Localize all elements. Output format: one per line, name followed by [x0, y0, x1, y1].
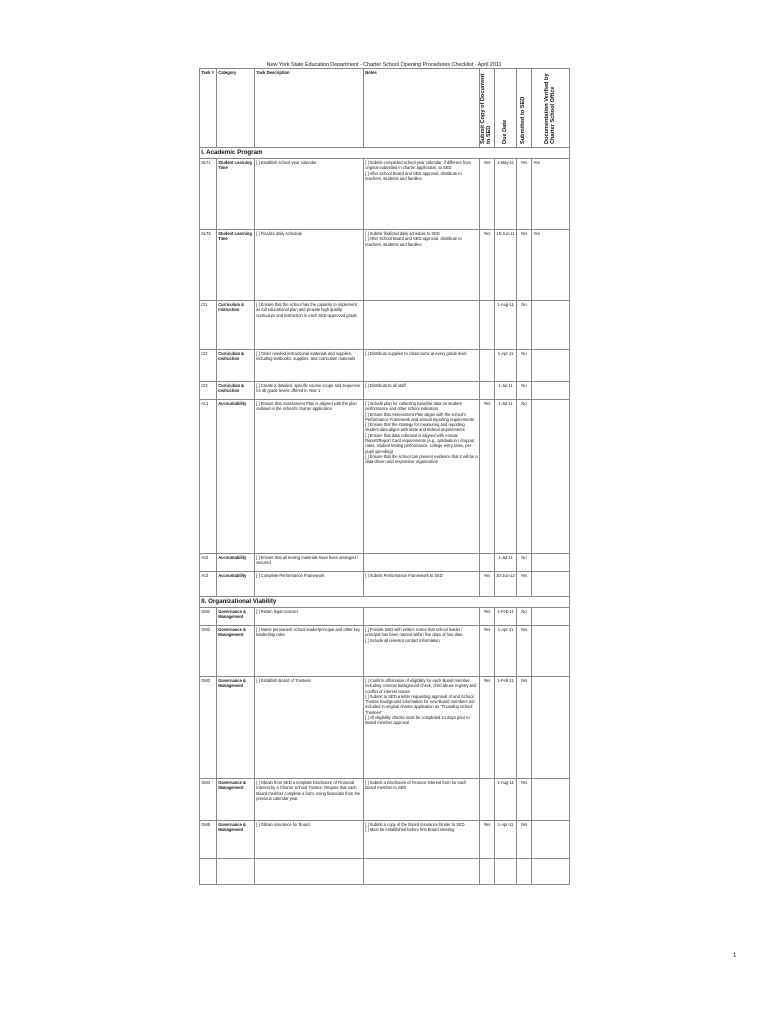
verified-flag — [532, 350, 570, 382]
section-header-row — [200, 597, 570, 608]
section-title: II. Organizational Viability — [200, 597, 570, 608]
section-header-row — [200, 148, 570, 159]
verified-flag — [532, 677, 570, 779]
task-notes — [364, 301, 480, 350]
task-category: Student Learning Time — [217, 230, 255, 301]
submit-flag: Yes — [480, 230, 495, 301]
empty-cell — [255, 859, 364, 885]
table-row — [200, 572, 570, 597]
submitted-flag: Yes — [517, 159, 532, 230]
task-id: CI2 — [200, 350, 217, 382]
submitted-flag: No — [517, 400, 532, 554]
submitted-flag: No — [517, 301, 532, 350]
task-id: CI1 — [200, 301, 217, 350]
task-notes — [364, 572, 480, 597]
note-line: [ ] Confirm affirmation of eligibility for each Board member, including criminal background check, child abuse registry and conflict of interest issues — [365, 678, 477, 694]
checklist-sheet — [199, 68, 569, 890]
empty-cell — [200, 859, 217, 885]
task-category: Student Learning Time — [217, 159, 255, 230]
submitted-flag: Yes — [517, 230, 532, 301]
submit-flag — [480, 301, 495, 350]
task-notes — [364, 779, 480, 821]
task-category: Governance & Management — [217, 821, 255, 859]
submit-flag — [480, 350, 495, 382]
task-id: Ac3 — [200, 572, 217, 597]
submit-flag: Yes — [480, 677, 495, 779]
submit-flag: Yes — [480, 821, 495, 859]
note-line: [ ] All eligibility checks must be completed 14 days prior to Board member approval — [365, 715, 470, 726]
verified-flag — [532, 608, 570, 626]
task-category: Curriculum & Instruction — [217, 350, 255, 382]
task-description: [ ] Establish school-year calendar — [255, 159, 364, 230]
task-category: Governance & Management — [217, 677, 255, 779]
due-date: 1-Apr-11 — [495, 626, 517, 677]
table-row — [200, 626, 570, 677]
task-description: [ ] Ensure that the school has the capacity to implement its full educational plan and provide high quality curriculum and instruction in each SED-approved grade — [255, 301, 364, 350]
empty-cell — [364, 859, 480, 885]
empty-cell — [480, 859, 495, 885]
due-date: 1-Apr-11 — [495, 350, 517, 382]
task-description: [ ] Obtain from SED a template Disclosure of Financial Interest by a Charter School Trustee. Require that each Board member complete a form, using financials from the previous calendar year. — [255, 779, 364, 821]
page-title: New York State Education Department - Charter School Opening Procedures Checklist - April 2011 — [266, 62, 502, 68]
task-notes — [364, 554, 480, 572]
table-row — [200, 554, 570, 572]
note-line: [ ] Submit a Disclosure of Finance Interest form for each Board member to SED — [365, 780, 467, 791]
due-date: 1-May-11 — [495, 159, 517, 230]
verified-flag: Yes — [532, 230, 570, 301]
task-id: Ac1 — [200, 400, 217, 554]
note-line: [ ] Ensure that the strategy for measuring and reporting student data aligns with state and federal requirements — [365, 422, 465, 433]
note-line: [ ] Submit Performance Framework to SED — [365, 573, 443, 578]
header-verified: Documentation Verified by Charter School Office — [532, 69, 570, 148]
table-row — [200, 159, 570, 230]
verified-flag — [532, 779, 570, 821]
task-id: GM5 — [200, 821, 217, 859]
note-line: [ ] After School Board and SED approval, distribute to teachers, students and families — [365, 236, 462, 247]
header-notes: Notes — [364, 69, 480, 148]
task-description: [ ] Establish Board of Trustees — [255, 677, 364, 779]
submitted-flag: No — [517, 608, 532, 626]
due-date: 1-Apr-11 — [495, 821, 517, 859]
task-description: [ ] Ensure that Assessment Plan is aligned with the plan outlined in the school's charter application — [255, 400, 364, 554]
task-notes — [364, 382, 480, 400]
header-category: Category — [217, 69, 255, 148]
task-notes — [364, 159, 480, 230]
submitted-flag: Yes — [517, 677, 532, 779]
task-notes — [364, 626, 480, 677]
task-description: [ ] Finalize daily schedule — [255, 230, 364, 301]
task-description: [ ] Retain legal counsel — [255, 608, 364, 626]
due-date: 1-Aug-11 — [495, 779, 517, 821]
note-line: [ ] Submit to SED a letter requesting approval of and School Trustee background information for new Board members not included in original charter application as "Founding School Trustees" — [365, 693, 475, 715]
empty-cell — [532, 859, 570, 885]
empty-cell — [517, 859, 532, 885]
task-category: Accountability — [217, 554, 255, 572]
note-line: [ ] Provide SED with written notice that school leader / principal has been named within five days of hire date — [365, 627, 463, 638]
note-line: [ ] Ensure that data collected is aligned with Annual Report/Report Card requirements (e.g., graduation / dropout rates, student testing performance, college entry rates, per-pupil spending) — [365, 432, 475, 454]
task-description: [ ] Create a detailed, specific course scope and sequence for all grade levels offered in Year 1 — [255, 382, 364, 400]
empty-row — [200, 859, 570, 885]
submitted-flag: No — [517, 554, 532, 572]
note-line: [ ] Distribute supplies to classrooms at every grade level — [365, 351, 467, 356]
note-line: [ ] Ensure that the school can present evidence that it will be a data-driven and responsive organization — [365, 453, 478, 465]
task-id: Ac2 — [200, 554, 217, 572]
due-date: 15-Jun-11 — [495, 230, 517, 301]
checklist-table — [199, 68, 570, 885]
submit-flag — [480, 382, 495, 400]
task-category: Governance & Management — [217, 626, 255, 677]
task-notes — [364, 350, 480, 382]
table-row — [200, 821, 570, 859]
note-line: [ ] Include all relevant contact information — [365, 637, 440, 643]
table-row — [200, 230, 570, 301]
due-date: 1-Feb-11 — [495, 677, 517, 779]
submit-flag: Yes — [480, 626, 495, 677]
table-row — [200, 677, 570, 779]
task-description: [ ] Obtain insurance for Board — [255, 821, 364, 859]
submit-flag: Yes — [480, 400, 495, 554]
task-id: SLT1 — [200, 159, 217, 230]
table-row — [200, 400, 570, 554]
submit-flag — [480, 554, 495, 572]
task-id: SLT2 — [200, 230, 217, 301]
header-due: Due Date — [495, 69, 517, 148]
submitted-flag: No — [517, 382, 532, 400]
task-description: [ ] Complete Performance Framework — [255, 572, 364, 597]
table-row — [200, 779, 570, 821]
table-row — [200, 382, 570, 400]
task-id: GM1 — [200, 608, 217, 626]
task-notes — [364, 677, 480, 779]
note-line: [ ] Distribute to all staff — [365, 383, 406, 388]
verified-flag — [532, 626, 570, 677]
table-row — [200, 608, 570, 626]
submitted-flag: No — [517, 350, 532, 382]
task-notes — [364, 400, 480, 554]
task-category: Governance & Management — [217, 608, 255, 626]
submitted-flag: Yes — [517, 572, 532, 597]
verified-flag — [532, 821, 570, 859]
task-notes — [364, 608, 480, 626]
table-row — [200, 350, 570, 382]
submit-flag: Yes — [480, 572, 495, 597]
task-description: [ ] Order needed instructional materials and supplies, including textbooks, supplies, and curriculum materials — [255, 350, 364, 382]
task-category: Curriculum & Instruction — [217, 301, 255, 350]
header-submitted: Submitted to SED — [517, 69, 532, 148]
verified-flag: Yes — [532, 159, 570, 230]
due-date: 1-Jul-11 — [495, 554, 517, 572]
task-description: [ ] Name permanent school leader/principal and other key leadership roles — [255, 626, 364, 677]
task-category: Accountability — [217, 572, 255, 597]
verified-flag — [532, 554, 570, 572]
due-date: 30-Jun-12 — [495, 572, 517, 597]
due-date: 1-Aug-11 — [495, 301, 517, 350]
note-line: [ ] Must be established before first Board meeting — [365, 827, 455, 833]
due-date: 1-Feb-11 — [495, 608, 517, 626]
note-line: [ ] Submit a copy of the Board insurance binder to SED — [365, 822, 465, 827]
submitted-flag: Yes — [517, 779, 532, 821]
submit-flag — [480, 779, 495, 821]
task-id: CI3 — [200, 382, 217, 400]
task-description: [ ] Ensure that all testing materials have been arranged / secured — [255, 554, 364, 572]
header-task: Task # — [200, 69, 217, 148]
due-date: 1-Jul-11 — [495, 400, 517, 554]
page-number: 1 — [733, 953, 737, 959]
submitted-flag: Yes — [517, 821, 532, 859]
note-line: [ ] Submit finalized daily schedule to SED — [365, 231, 440, 236]
section-title: I. Academic Program — [200, 148, 570, 159]
task-notes — [364, 821, 480, 859]
task-category: Curriculum & Instruction — [217, 382, 255, 400]
verified-flag — [532, 382, 570, 400]
task-category: Governance & Management — [217, 779, 255, 821]
task-category: Accountability — [217, 400, 255, 554]
verified-flag — [532, 572, 570, 597]
note-line: [ ] Ensure that Assessment Plan aligns with the school's Performance Framework and annual reporting requirements — [365, 411, 474, 422]
header-description: Task Description — [255, 69, 364, 148]
task-notes — [364, 230, 480, 301]
submit-flag: Yes — [480, 608, 495, 626]
table-row — [200, 301, 570, 350]
due-date: 1-Jul-11 — [495, 382, 517, 400]
empty-cell — [217, 859, 255, 885]
header-submit: Submit Copy of Document to SED — [480, 69, 495, 148]
note-line: [ ] Include plan for collecting baseline data on student performance and other school indicators — [365, 401, 462, 412]
note-line: [ ] Submit completed school-year calendar, if different from original submitted in charter application, to SED — [365, 160, 471, 171]
task-id: GM3 — [200, 677, 217, 779]
verified-flag — [532, 400, 570, 554]
submitted-flag: Yes — [517, 626, 532, 677]
header-row — [200, 69, 570, 148]
task-id: GM4 — [200, 779, 217, 821]
empty-cell — [495, 859, 517, 885]
task-id: GM2 — [200, 626, 217, 677]
submit-flag: Yes — [480, 159, 495, 230]
verified-flag — [532, 301, 570, 350]
note-line: [ ] After School Board and SED approval, distribute to teachers, students and families — [365, 170, 462, 181]
